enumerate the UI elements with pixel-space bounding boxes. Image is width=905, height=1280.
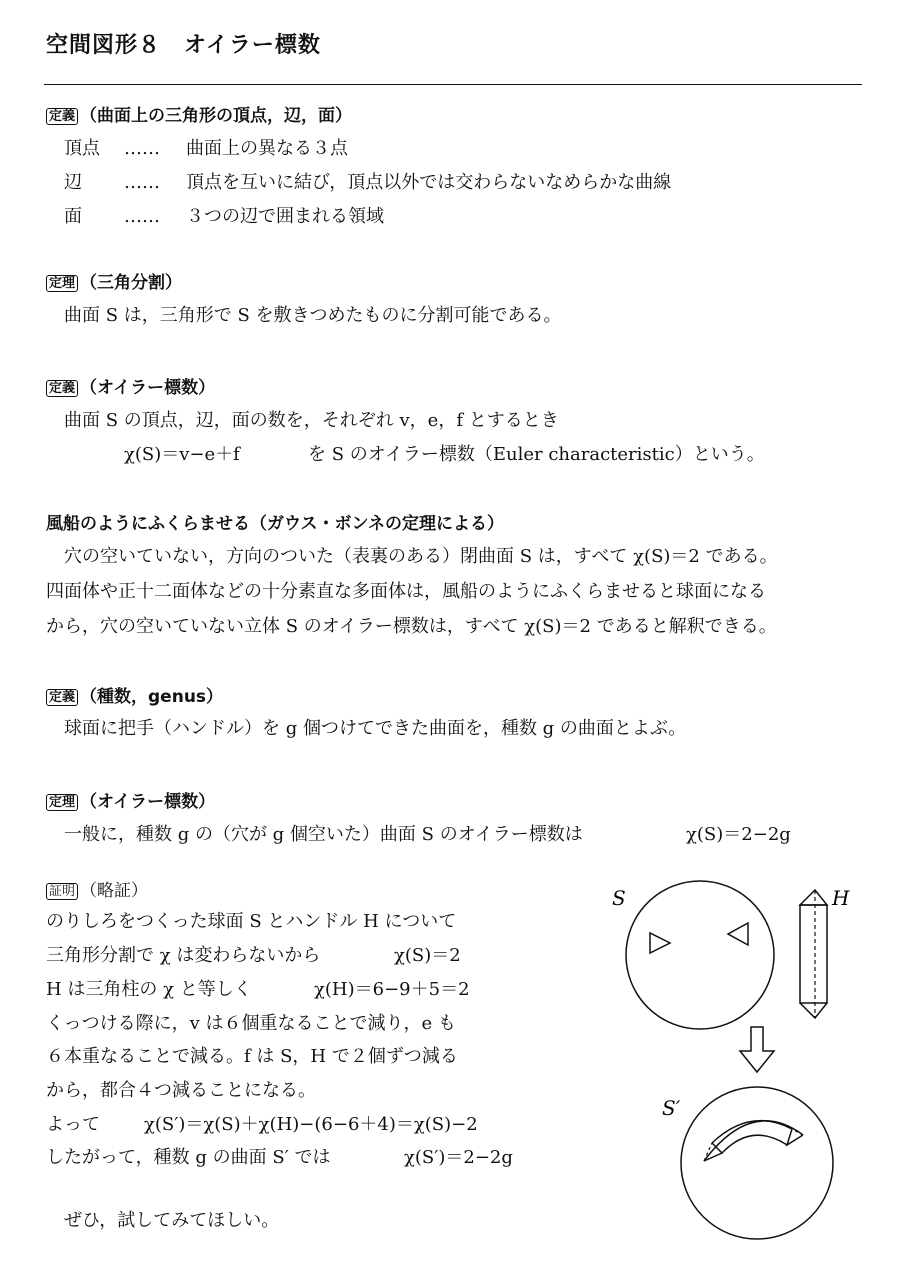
ellipsis: …… [124, 206, 160, 227]
definition-tag: 定義 [46, 380, 78, 397]
page-title: 空間図形８ オイラー標数 [46, 33, 321, 58]
proof-line: くっつける際に，v は６個重なることで減り，e も [46, 1013, 456, 1034]
proof-line: H は三角柱の χ と等しく [46, 979, 252, 1000]
theorem-tag: 定理 [46, 794, 78, 811]
attached-handle [704, 1121, 803, 1161]
proof-heading [46, 876, 148, 901]
handle-label: H [832, 886, 850, 910]
definition-tag: 定義 [46, 108, 78, 125]
term-description: 頂点を互いに結び，頂点以外では交わらないなめらかな曲線 [186, 172, 672, 193]
definition-tag: 定義 [46, 689, 78, 706]
theorem-heading-text: （オイラー標数） [80, 792, 216, 812]
proof-line: よって [46, 1114, 100, 1135]
definition-heading-text: （種数，genus） [80, 687, 224, 707]
balloon-line: 四面体や正十二面体などの十分素直な多面体は，風船のようにふくらませると球面になる [46, 581, 766, 602]
definition-row-vertex [64, 134, 348, 160]
proof-formula: χ(H)＝6−9＋5＝2 [314, 979, 470, 1000]
definition-heading-text: （オイラー標数） [80, 378, 216, 398]
genus-formula: χ(S)＝2−2g [686, 824, 791, 845]
definition-euler-line1: 曲面 S の頂点，辺，面の数を，それぞれ v，e，f とするとき [64, 410, 559, 431]
torus-label: S′ [662, 1096, 681, 1120]
euler-formula: χ(S)＝v−e＋f [124, 444, 240, 465]
proof-line: ６本重なることで減る。f は S，H で２個ずつ減る [46, 1046, 458, 1067]
proof-line: から，都合４つ減ることになる。 [46, 1080, 316, 1101]
glue-triangle-right [728, 923, 748, 945]
proof-closing: ぜひ，試してみてほしい。 [64, 1210, 280, 1231]
proof-line: 三角形分割で χ は変わらないから [46, 945, 321, 966]
theorem-euler-text: 一般に，種数 g の（穴が g 個空いた）曲面 S のオイラー標数は [64, 824, 583, 845]
sphere-label: S [612, 886, 626, 910]
proof-formula: χ(S′)＝χ(S)＋χ(H)−(6−6＋4)＝χ(S)−2 [144, 1114, 478, 1135]
theorem-tag: 定理 [46, 275, 78, 292]
sphere-circle [626, 881, 774, 1029]
ellipsis: …… [124, 172, 160, 193]
triangular-prism [800, 890, 827, 1018]
theorem-euler-heading [46, 787, 215, 812]
torus-circle [681, 1087, 833, 1239]
proof-line: したがって，種数 g の曲面 S′ では [46, 1147, 331, 1168]
balloon-line: から，穴の空いていない立体 S のオイラー標数は，すべて χ(S)＝2 であると解釈できる。 [46, 616, 777, 637]
proof-formula: χ(S′)＝2−2g [404, 1147, 513, 1168]
definition-heading-text: （曲面上の三角形の頂点，辺，面） [80, 106, 353, 126]
term-description: 曲面上の異なる３点 [186, 138, 348, 159]
proof-heading-text: （略証） [80, 881, 149, 901]
down-arrow-icon [740, 1027, 774, 1072]
theorem-heading-text: （三角分割） [80, 273, 183, 293]
definition-row-face [64, 202, 384, 228]
proof-line: のりしろをつくった球面 S とハンドル H について [46, 911, 457, 932]
ellipsis: …… [124, 138, 160, 159]
term-label: 辺 [64, 172, 82, 193]
theorem-triangulation-heading [46, 268, 182, 293]
theorem-triangulation-text: 曲面 S は，三角形で S を敷きつめたものに分割可能である。 [64, 305, 562, 326]
definition-euler-heading [46, 373, 215, 398]
balloon-line: 穴の空いていない，方向のついた（表裏のある）閉曲面 S は，すべて χ(S)＝2 である。 [64, 546, 778, 567]
definition-euler-line2: を S のオイラー標数（Euler characteristic）という。 [308, 444, 765, 465]
glue-triangle-left [650, 933, 670, 953]
definition-row-edge [64, 168, 671, 194]
proof-formula: χ(S)＝2 [394, 945, 461, 966]
definition-genus-heading [46, 682, 223, 707]
genus-figure [600, 875, 890, 1245]
definition-vertices-heading [46, 101, 352, 126]
term-label: 面 [64, 206, 82, 227]
term-label: 頂点 [64, 138, 100, 159]
title-divider [44, 84, 862, 85]
proof-tag: 証明 [46, 883, 78, 900]
balloon-heading: 風船のようにふくらませる（ガウス・ボンネの定理による） [46, 514, 504, 534]
term-description: ３つの辺で囲まれる領域 [186, 206, 384, 227]
definition-genus-text: 球面に把手（ハンドル）を g 個つけてできた曲面を，種数 g の曲面とよぶ。 [64, 718, 687, 739]
